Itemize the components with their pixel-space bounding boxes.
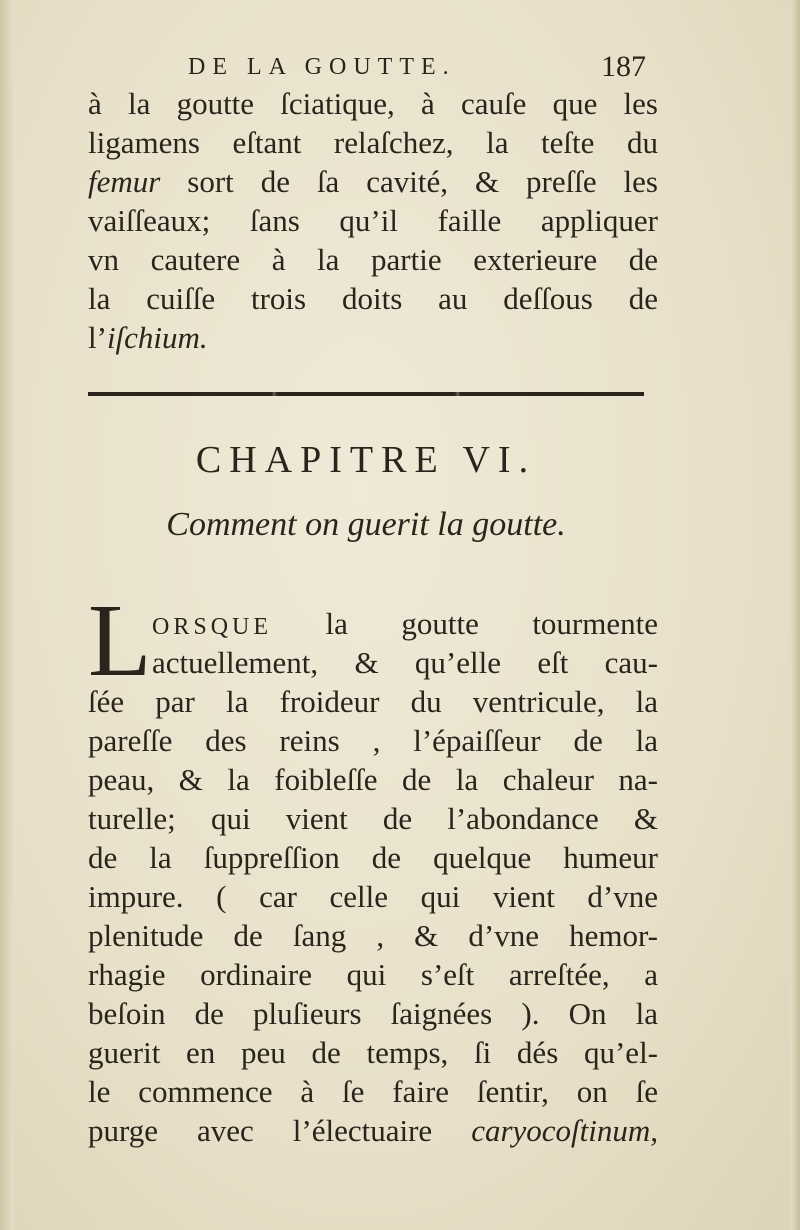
italic-term-femur: femur xyxy=(88,164,161,199)
text-line: le commence à ſe faire ſentir, on ſe xyxy=(88,1074,658,1109)
text-line: de la ſuppreſſion de quelque humeur xyxy=(88,840,658,875)
text-line: peau, & la foibleſſe de la chaleur na- xyxy=(88,762,658,797)
italic-term-caryocostinum: caryocoſtinum, xyxy=(471,1113,659,1148)
text-line: vaiſſeaux; ſans qu’il faille appliquer xyxy=(88,203,658,238)
text-line-rest: sort de ſa cavité, & preſſe les xyxy=(187,164,658,199)
text-line xyxy=(88,1111,658,1150)
paragraph-chapter-six xyxy=(88,604,658,1150)
text-line: turelle; qui vient de l’abondance & xyxy=(88,801,658,836)
text-line: pareſſe des reins , l’épaiſſeur de la xyxy=(88,723,658,758)
text-line xyxy=(88,318,658,357)
text-line: vn cautere à la partie exterieure de xyxy=(88,242,658,277)
text-line: guerit en peu de temps, ſi dés qu’el- xyxy=(88,1035,658,1070)
text-line: à la goutte ſciatique, à cauſe que les xyxy=(88,86,658,121)
paragraph-continued xyxy=(88,84,658,357)
page-number: 187 xyxy=(601,50,646,83)
text-line-rest: la goutte tourmente xyxy=(325,606,658,641)
page-edge-right xyxy=(790,0,800,1230)
text-line: rhagie ordinaire qui s’eſt arreſtée, a xyxy=(88,957,658,992)
text-line: plenitude de ſang , & d’vne hemor- xyxy=(88,918,658,953)
small-caps-opening: ORSQUE xyxy=(152,614,273,640)
chapter-subtitle: Comment on guerit la goutte. xyxy=(166,506,566,543)
text-line xyxy=(88,604,658,643)
text-line: impure. ( car celle qui vient d’vne xyxy=(88,879,658,914)
running-head-title: DE LA GOUTTE. xyxy=(188,54,456,80)
page-edge-left xyxy=(0,0,14,1230)
text-line xyxy=(88,162,658,201)
chapter-heading: CHAPITRE VI. xyxy=(195,439,537,481)
text-line-roman: purge avec l’électuaire xyxy=(88,1113,433,1148)
italic-term-ischium: iſchium. xyxy=(106,320,208,355)
text-line: la cuiſſe trois doits au deſſous de xyxy=(88,281,658,316)
text-line-prefix: l’ xyxy=(88,320,107,355)
drop-cap: L xyxy=(88,583,152,698)
section-divider-rule xyxy=(88,392,644,396)
text-line: ſée par la froideur du ventricule, la xyxy=(88,684,658,719)
text-line: beſoin de pluſieurs ſaignées ). On la xyxy=(88,996,658,1031)
text-line: ligamens eſtant relaſchez, la teſte du xyxy=(88,125,658,160)
text-line: actuellement, & qu’elle eſt cau- xyxy=(152,645,658,680)
